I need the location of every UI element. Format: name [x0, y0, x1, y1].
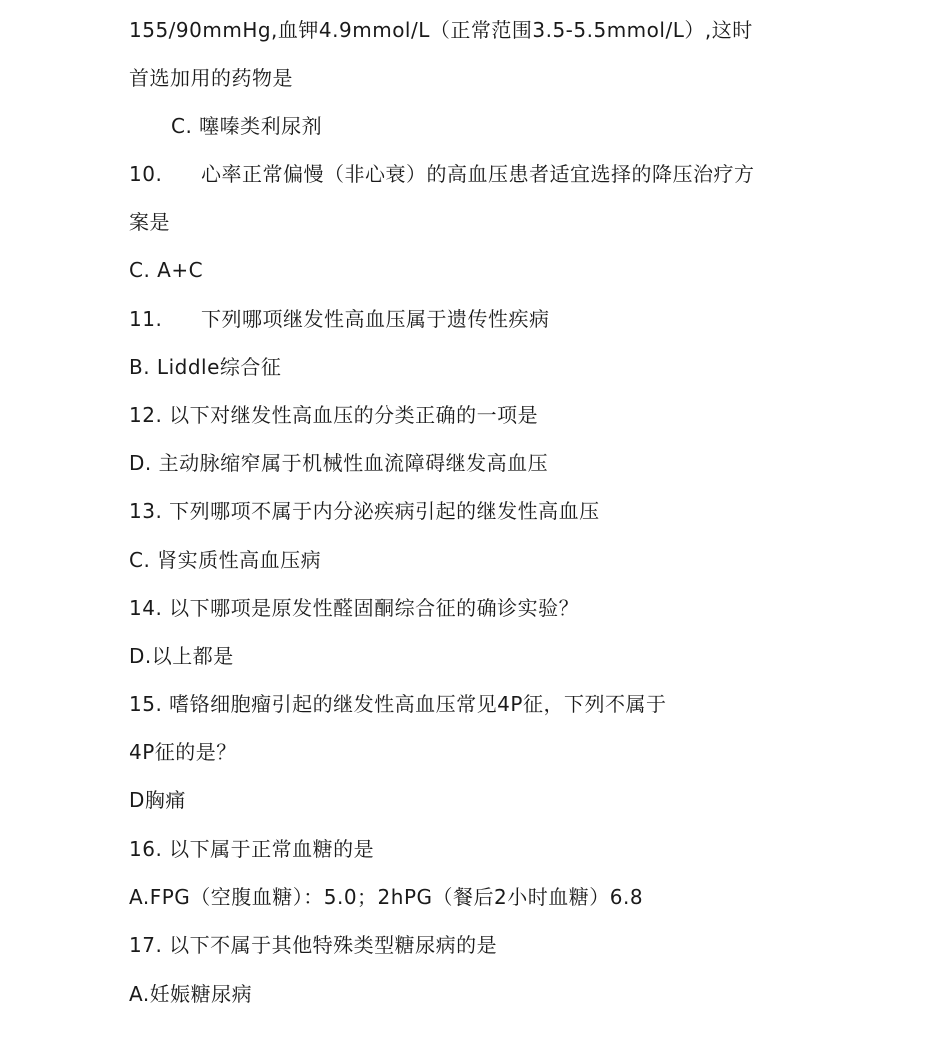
text-line: 155/90mmHg,血钾4.9mmol/L（正常范围3.5-5.5mmol/L）,这时: [129, 18, 753, 42]
question-line: 15. 嗜铬细胞瘤引起的继发性高血压常见4P征，下列不属于: [129, 692, 667, 716]
question-text: 下列哪项继发性高血压属于遗传性疾病: [201, 307, 550, 331]
answer-line: C. 肾实质性高血压病: [129, 548, 322, 572]
question-line: 14. 以下哪项是原发性醛固酮综合征的确诊实验？: [129, 596, 580, 620]
question-line: 12. 以下对继发性高血压的分类正确的一项是: [129, 403, 539, 427]
answer-line: C. A+C: [129, 258, 204, 282]
question-line: 16. 以下属于正常血糖的是: [129, 837, 375, 861]
text-line: 4P征的是？: [129, 740, 237, 764]
question-11: [129, 306, 550, 332]
question-line: 17. 以下不属于其他特殊类型糖尿病的是: [129, 933, 498, 957]
answer-line: D胸痛: [129, 788, 186, 812]
question-number: 10.: [129, 162, 163, 186]
answer-line: A.妊娠糖尿病: [129, 982, 253, 1006]
answer-line: B. Liddle综合征: [129, 355, 282, 379]
question-line: 13. 下列哪项不属于内分泌疾病引起的继发性高血压: [129, 499, 600, 523]
question-text: 心率正常偏慢（非心衰）的高血压患者适宜选择的降压治疗方: [201, 162, 755, 186]
text-line: 首选加用的药物是: [129, 66, 293, 90]
question-number: 11.: [129, 307, 163, 331]
question-10: [129, 161, 755, 187]
answer-line: A.FPG（空腹血糖）：5.0；2hPG（餐后2小时血糖）6.8: [129, 885, 644, 909]
text-line: 案是: [129, 210, 170, 234]
answer-line: D.以上都是: [129, 644, 234, 668]
answer-line: C. 噻嗪类利尿剂: [171, 114, 323, 138]
answer-line: D. 主动脉缩窄属于机械性血流障碍继发高血压: [129, 451, 549, 475]
